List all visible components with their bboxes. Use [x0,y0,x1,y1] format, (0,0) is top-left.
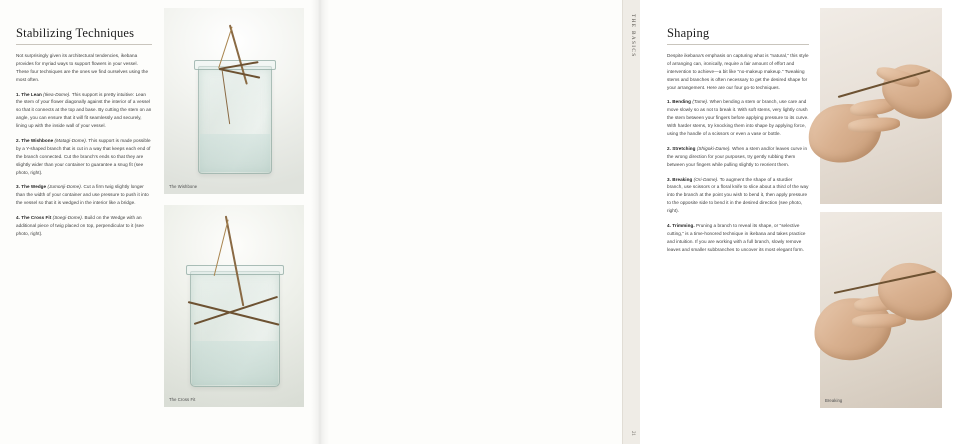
item-text: Cut a firm twig slightly longer than the width of your container and use pressure to push it into the vessel so that it is wedged in the interior like a bridge. [16,184,149,206]
list-item [667,222,809,254]
item-text: To augment the shape of a sturdier branch, use scissors or a floral knife to slice about a third of the way into the branch at the point you wish to bend it, then apply pressure to the opposite side to bend it in the desired direction (see photo, right). [667,176,809,214]
item-number: 4. [667,223,671,229]
item-text: This support is pretty intuitive: Lean the stem of your flower diagonally against the interior of a vessel so that it connects at the top and base. By cutting the stem on an angle, you can ensure that it will fit seamlessly and securely, lining up with the inside wall of your vessel. [16,91,152,129]
item-lead: Trimming. [672,223,695,229]
item-lead: Breaking [672,176,693,182]
item-lead-italic: (Shigoki-Dame). [696,145,731,151]
list-item [16,137,152,176]
title-rule [667,44,809,45]
left-page [0,0,320,444]
item-lead-italic: (Ori-Dame). [693,176,719,182]
item-text: When a stem and/or leaves curve in the wrong direction for your purposes, try gently rubbing them between your fingers while pulling slightly to reorient them. [667,145,808,167]
water-shape [192,341,278,385]
list-item [16,91,152,130]
item-number: 3. [16,184,20,190]
list-item [667,176,809,215]
item-lead-italic: (Ikea-Dome). [43,91,71,97]
page-title: Stabilizing Techniques [16,26,135,40]
item-number: 4. [16,215,20,221]
item-text: This support is made possible by a Y-shaped branch that is cut in a way that keeps each end of the branch connected. Cut the branch's ends so that they are slightly wider than your container to guarantee a snug fit (see photo, right). [16,138,151,175]
item-lead-italic: (Tame). [692,99,709,105]
item-lead-italic: (Soegi-Dome). [52,215,84,221]
item-text: When bending a stem or branch, use care and move slowly so as not to break it. With soft stems, very lightly crush the stem between your fingers before applying pressure to its curve. With harder stems, try knocking them into shape by applying force, using the handle of a scissors or even a vase or bottle. [667,99,809,137]
list-item [667,145,809,169]
intro-paragraph: Not surprisingly given its architectural tendencies, ikebana provides for myriad ways to support flowers in your vessel. These four techniques are the ones we find ourselves using the most often. [16,53,149,82]
right-text-column [667,26,809,261]
section-tab [622,0,640,444]
photo-caption: The Cross Fit [169,397,196,402]
item-lead: The Lean [21,91,42,97]
title-rule [16,44,152,45]
list-item [16,214,152,238]
item-lead-italic: (Jumonji-Dome). [47,184,83,190]
section-tab-label: THE BASICS [630,14,636,58]
photo-caption: Breaking [825,398,843,403]
item-lead: The Cross Fit [21,215,52,221]
item-number: 3. [667,176,671,182]
list-item [16,183,152,207]
list-item [667,98,809,137]
item-text: Build on the Wedge with an additional piece of twig placed on top, perpendicular to it (see photo, right). [16,215,144,236]
photo-caption: The Wishbone [169,184,198,189]
item-number: 2. [667,145,671,151]
photo-wishbone [164,8,304,194]
item-lead: The Wishbone [21,138,54,144]
page-title: Shaping [667,26,710,40]
item-number: 2. [16,138,20,144]
photo-hands-bottom [820,212,942,408]
water-shape [200,134,270,172]
photo-hands-top [820,8,942,204]
photo-cross-fit [164,205,304,407]
item-number: 1. [16,91,20,97]
item-lead-italic: (Matagi-Dome). [54,138,88,144]
item-lead: Stretching [672,145,696,151]
left-text-column [16,26,152,245]
item-lead: Bending [672,99,691,105]
item-text: Pruning a branch to reveal its shape, or "selective cutting," is a time-honored technique in ikebana and takes practice and intuition. If you are working with a full branch, slowly remove leaves and smaller subbranches to uncover its most elegant form. [667,223,806,252]
item-number: 1. [667,99,671,105]
right-page [320,0,843,444]
intro-paragraph: Despite ikebana's emphasis on capturing what is "natural," this style of arranging can, ironically, require a fair amount of effort and intervention to achieve—a bit like "no-makeup makeup." Tweaking stems and branches is often necessary to get the desired shape for your arrangement. Here are our four go-to techniques. [667,53,809,90]
page-number: 21 [630,431,635,436]
item-lead: The Wedge [21,184,47,190]
